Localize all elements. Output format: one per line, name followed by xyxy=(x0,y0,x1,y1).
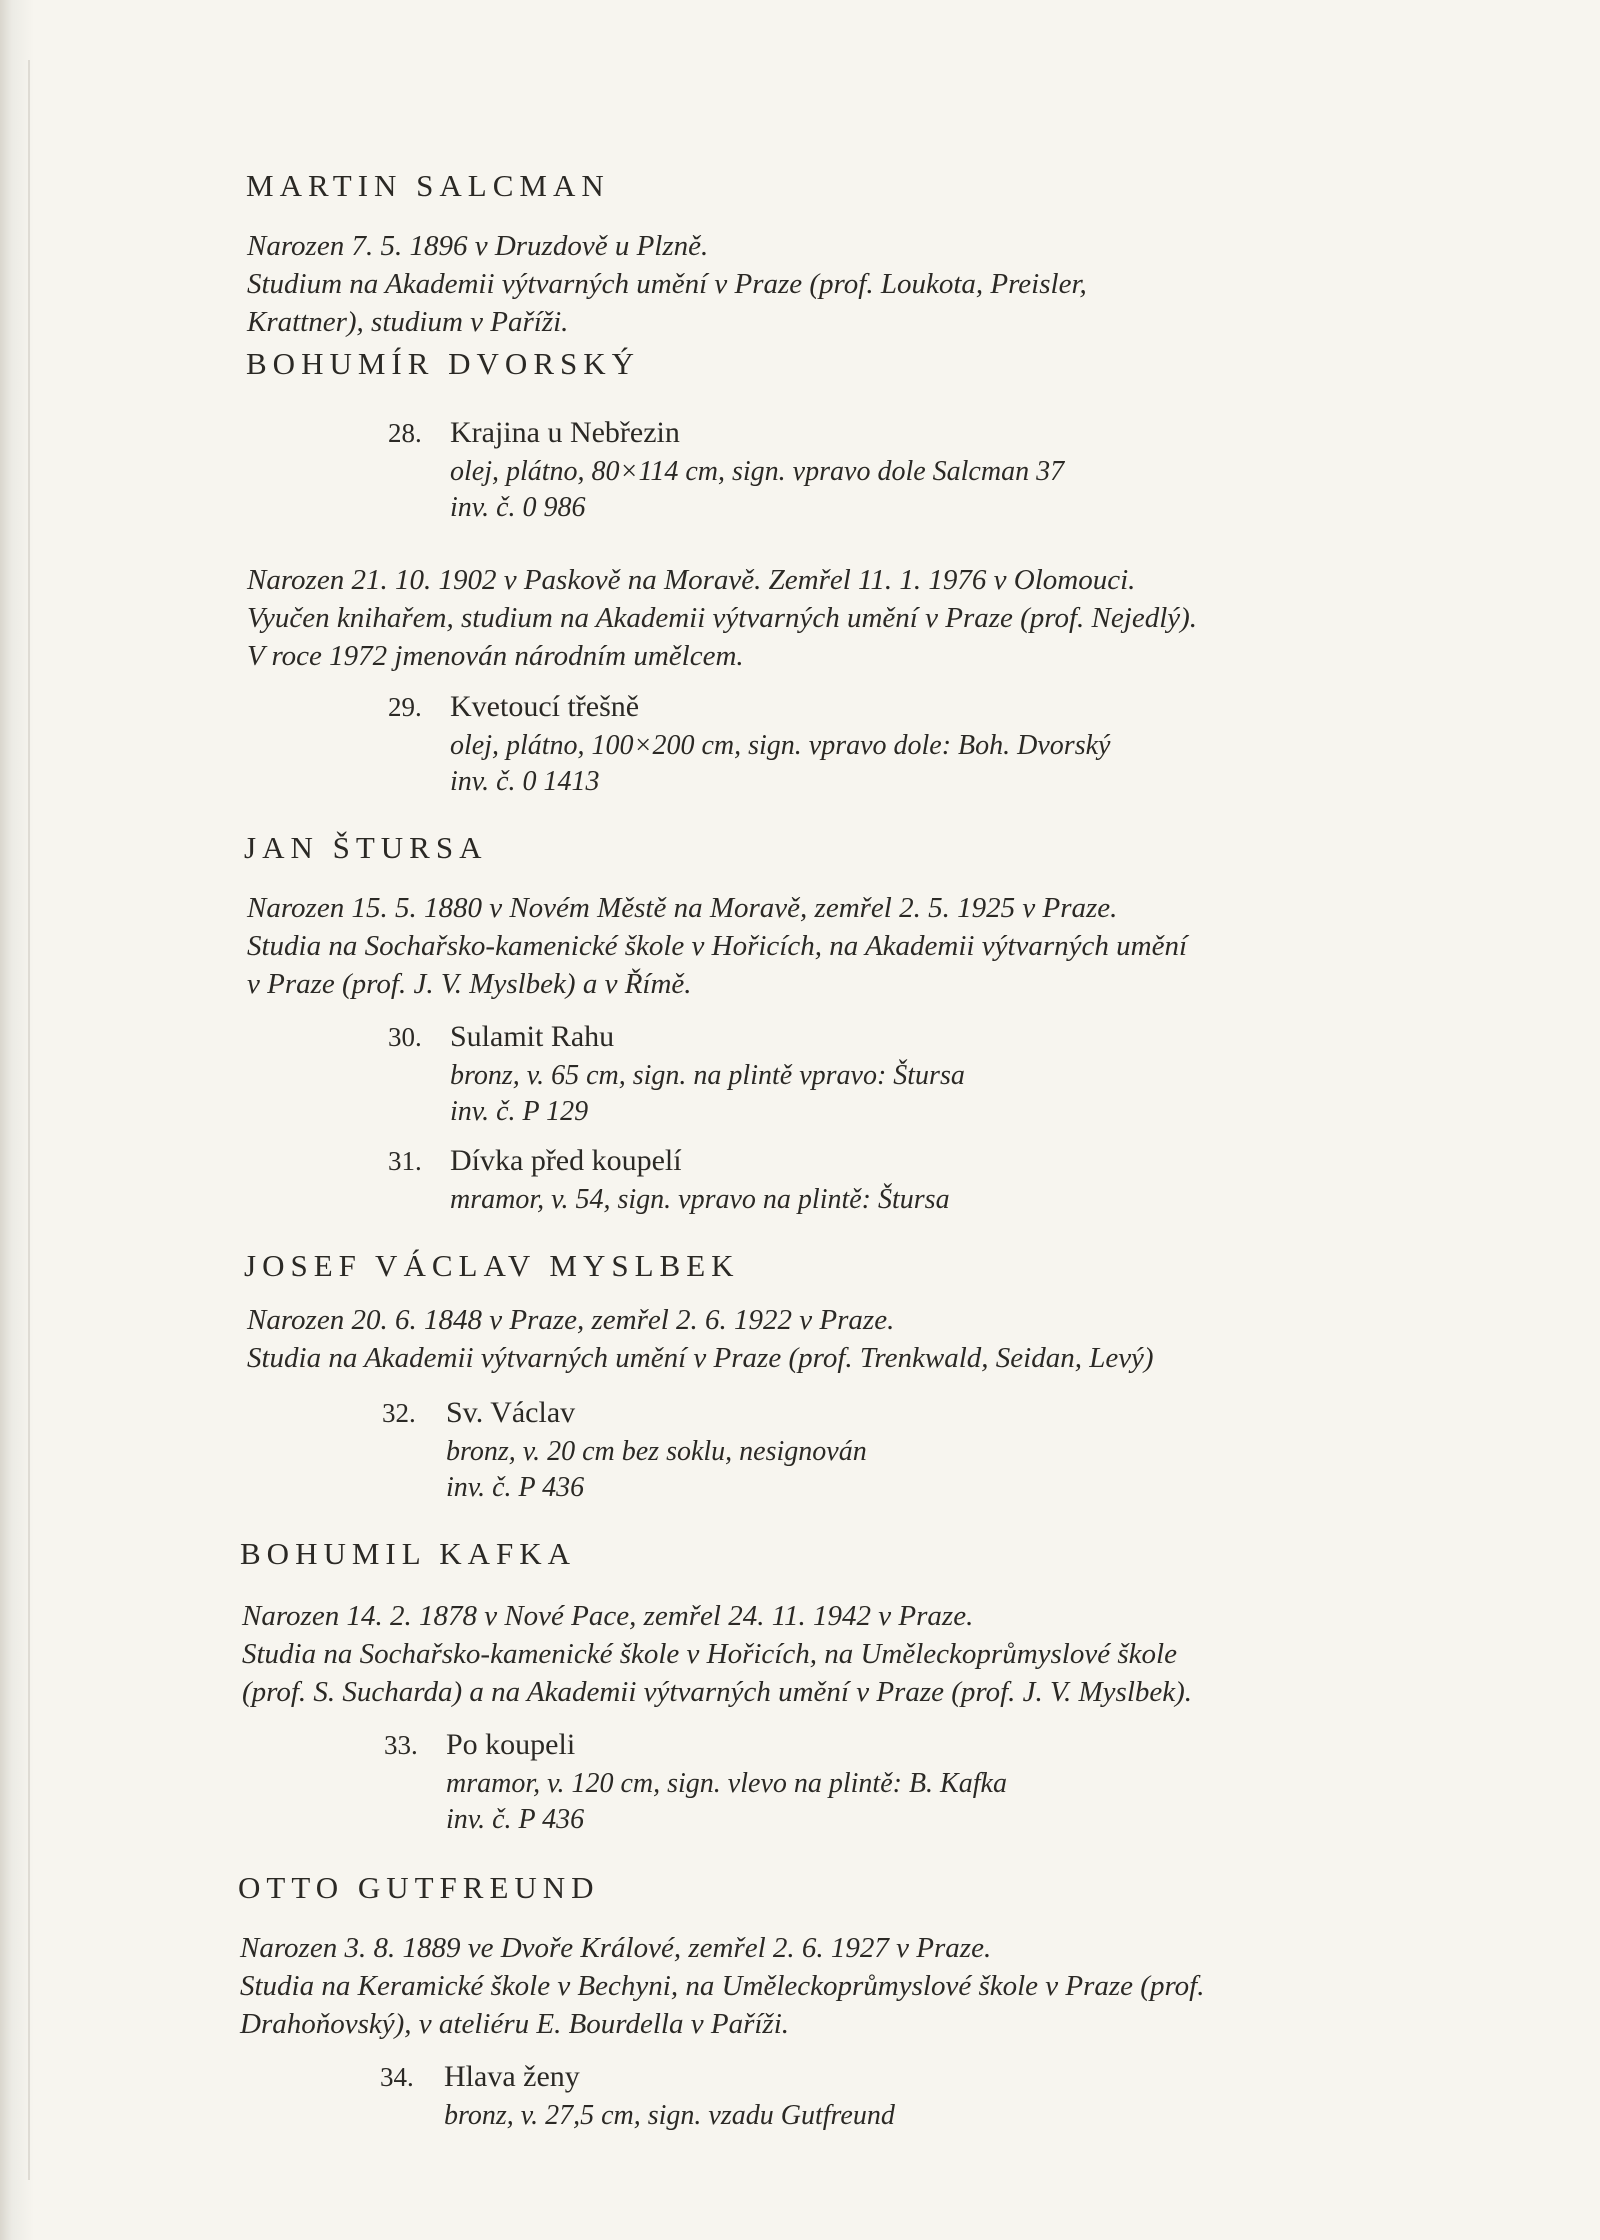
work-details: olej, plátno, 80×114 cm, sign. vpravo dole Salcman 37 xyxy=(450,456,1065,487)
artist-bio-line: Krattner), studium v Paříži. xyxy=(247,306,569,338)
artist-bio-line: Studia na Keramické škole v Bechyni, na Uměleckoprůmyslové škole v Praze (prof. xyxy=(240,1970,1205,2002)
artist-name: MARTIN SALCMAN xyxy=(246,168,610,203)
work-details: inv. č. P 436 xyxy=(446,1804,585,1835)
artist-bio-line: Narozen 14. 2. 1878 v Nové Pace, zemřel 24. 11. 1942 v Praze. xyxy=(242,1600,974,1632)
work-number: 33. xyxy=(384,1730,418,1760)
artist-name: OTTO GUTFREUND xyxy=(238,1870,600,1905)
artist-bio-line: Narozen 7. 5. 1896 v Druzdově u Plzně. xyxy=(247,230,709,262)
work-title: Sv. Václav xyxy=(446,1396,576,1429)
work-details: inv. č. 0 986 xyxy=(450,492,586,523)
work-details: mramor, v. 120 cm, sign. vlevo na plintě: B. Kafka xyxy=(446,1768,1007,1799)
work-details: bronz, v. 65 cm, sign. na plintě vpravo: Štursa xyxy=(450,1060,965,1091)
work-details: mramor, v. 54, sign. vpravo na plintě: Štursa xyxy=(450,1184,950,1215)
artist-name: BOHUMÍR DVORSKÝ xyxy=(246,346,641,381)
work-number: 34. xyxy=(380,2062,414,2092)
artist-bio-line: Studia na Akademii výtvarných umění v Praze (prof. Trenkwald, Seidan, Levý) xyxy=(247,1342,1154,1374)
work-details: bronz, v. 27,5 cm, sign. vzadu Gutfreund xyxy=(444,2100,895,2131)
artist-bio-line: Drahoňovský), v ateliéru E. Bourdella v Paříži. xyxy=(240,2008,790,2040)
work-number: 32. xyxy=(382,1398,416,1428)
work-details: bronz, v. 20 cm bez soklu, nesignován xyxy=(446,1436,867,1467)
artist-bio-line: Narozen 20. 6. 1848 v Praze, zemřel 2. 6. 1922 v Praze. xyxy=(247,1304,895,1336)
artist-bio-line: (prof. S. Sucharda) a na Akademii výtvarných umění v Praze (prof. J. V. Myslbek). xyxy=(242,1676,1193,1708)
artist-bio-line: Narozen 21. 10. 1902 v Paskově na Moravě. Zemřel 11. 1. 1976 v Olomouci. xyxy=(247,564,1136,596)
work-title: Dívka před koupelí xyxy=(450,1144,682,1177)
work-number: 28. xyxy=(388,418,422,448)
artist-bio-line: Studia na Sochařsko-kamenické škole v Hořicích, na Uměleckoprůmyslové škole xyxy=(242,1638,1177,1670)
work-number: 29. xyxy=(388,692,422,722)
work-title: Hlava ženy xyxy=(444,2060,580,2093)
work-details: olej, plátno, 100×200 cm, sign. vpravo dole: Boh. Dvorský xyxy=(450,730,1111,761)
artist-bio-line: Studia na Sochařsko-kamenické škole v Hořicích, na Akademii výtvarných umění xyxy=(247,930,1188,962)
artist-name: JOSEF VÁCLAV MYSLBEK xyxy=(244,1248,740,1283)
artist-name: BOHUMIL KAFKA xyxy=(240,1536,577,1571)
work-title: Kvetoucí třešně xyxy=(450,690,640,723)
artist-name: JAN ŠTURSA xyxy=(244,830,488,865)
artist-bio-line: Narozen 15. 5. 1880 v Novém Městě na Moravě, zemřel 2. 5. 1925 v Praze. xyxy=(247,892,1118,924)
artist-bio-line: Vyučen knihařem, studium na Akademii výtvarných umění v Praze (prof. Nejedlý). xyxy=(247,602,1198,634)
artist-bio-line: v Praze (prof. J. V. Myslbek) a v Římě. xyxy=(247,968,692,1000)
work-title: Po koupeli xyxy=(446,1728,576,1761)
artist-bio-line: V roce 1972 jmenován národním umělcem. xyxy=(247,640,744,672)
work-title: Sulamit Rahu xyxy=(450,1020,615,1053)
work-number: 30. xyxy=(388,1022,422,1052)
work-title: Krajina u Nebřezin xyxy=(450,416,680,449)
work-number: 31. xyxy=(388,1146,422,1176)
work-details: inv. č. P 129 xyxy=(450,1096,589,1127)
work-details: inv. č. 0 1413 xyxy=(450,766,600,797)
artist-bio-line: Narozen 3. 8. 1889 ve Dvoře Králové, zemřel 2. 6. 1927 v Praze. xyxy=(240,1932,992,1964)
work-details: inv. č. P 436 xyxy=(446,1472,585,1503)
artist-bio-line: Studium na Akademii výtvarných umění v Praze (prof. Loukota, Preisler, xyxy=(247,268,1087,300)
